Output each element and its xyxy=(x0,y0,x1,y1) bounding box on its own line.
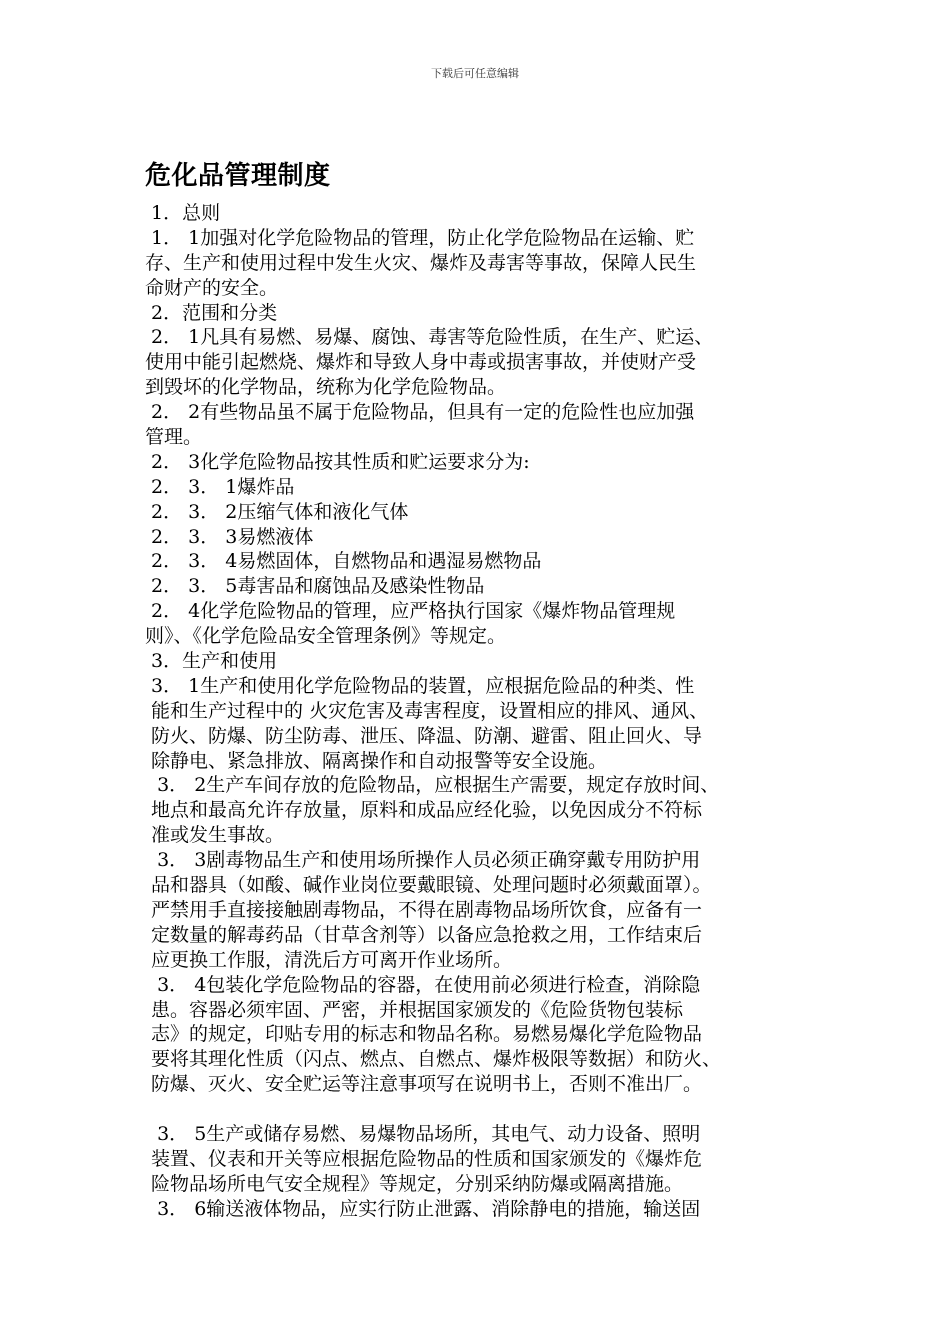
paragraph-line: 2． 3． 5毒害品和腐蚀品及感染性物品 xyxy=(145,575,485,598)
paragraph-line: 2． 1凡具有易燃、易爆、腐蚀、毒害等危险性质，在生产、贮运、 xyxy=(145,326,714,349)
paragraph-line: 志》的规定，印贴专用的标志和物品名称。易燃易爆化学危险物品 xyxy=(145,1023,703,1046)
paragraph-line: 装置、仪表和开关等应根据危险物品的性质和国家颁发的《爆炸危 xyxy=(145,1147,703,1170)
paragraph-line: 准或发生事故。 xyxy=(145,824,285,847)
paragraph-line: 则》、《化学危险品安全管理条例》等规定。 xyxy=(145,625,507,648)
blank-line xyxy=(145,1097,825,1122)
paragraph-line: 品和器具（如酸、碱作业岗位要戴眼镜、处理问题时必须戴面罩）。 xyxy=(145,874,712,897)
paragraph-line: 险物品场所电气安全规程》等规定，分别采纳防爆或隔离措施。 xyxy=(145,1172,684,1195)
paragraph-line: 应更换工作服，清洗后方可离开作业场所。 xyxy=(145,948,513,971)
paragraph-line: 3．生产和使用 xyxy=(145,650,278,673)
paragraph-line: 2．范围和分类 xyxy=(145,301,278,324)
paragraph-line: 防爆、灭火、安全贮运等注意事项写在说明书上，否则不准出厂。 xyxy=(145,1073,703,1096)
paragraph-line: 3． 3剧毒物品生产和使用场所操作人员必须正确穿戴专用防护用 xyxy=(145,849,701,872)
paragraph-line: 1． 1加强对化学危险物品的管理，防止化学危险物品在运输、贮 xyxy=(145,226,695,249)
paragraph-line: 2． 4化学危险物品的管理，应严格执行国家《爆炸物品管理规 xyxy=(145,600,676,623)
paragraph-line: 2． 3化学危险物品按其性质和贮运要求分为: xyxy=(145,450,530,473)
paragraph-line: 3． 2生产车间存放的危险物品，应根据生产需要，规定存放时间、 xyxy=(145,774,720,797)
header-note: 下载后可任意编辑 xyxy=(431,67,519,80)
paragraph-line: 到毁坏的化学物品，统称为化学危险物品。 xyxy=(145,376,507,399)
page-title: 危化品管理制度 xyxy=(145,161,331,191)
paragraph-line: 存、生产和使用过程中发生火灾、爆炸及毒害等事故，保障人民生 xyxy=(145,251,697,274)
document-body xyxy=(145,201,825,1222)
paragraph-line: 严禁用手直接接触剧毒物品，不得在剧毒物品场所饮食，应备有一 xyxy=(145,898,703,921)
paragraph-line: 除静电、紧急排放、隔离操作和自动报警等安全设施。 xyxy=(145,749,608,772)
paragraph-line: 命财产的安全。 xyxy=(145,276,279,299)
paragraph-line: 地点和最高允许存放量，原料和成品应经化验，以免因成分不符标 xyxy=(145,799,703,822)
paragraph-line: 1．总则 xyxy=(145,202,221,224)
paragraph-line: 使用中能引起燃烧、爆炸和导致人身中毒或损害事故，并使财产受 xyxy=(145,351,697,374)
paragraph-line: 管理。 xyxy=(145,426,203,449)
paragraph-line: 2． 3． 3易燃液体 xyxy=(145,525,314,548)
paragraph-line: 3． 5生产或储存易燃、易爆物品场所，其电气、动力设备、照明 xyxy=(145,1122,701,1145)
paragraph-line: 3． 1生产和使用化学危险物品的装置，应根据危险品的种类、性 xyxy=(145,674,695,697)
paragraph-line: 3． 4包装化学危险物品的容器，在使用前必须进行检查，消除隐 xyxy=(145,973,701,996)
paragraph-line: 防火、防爆、防尘防毒、泄压、降温、防潮、避雷、阻止回火、导 xyxy=(145,724,703,747)
paragraph-line: 要将其理化性质（闪点、燃点、自燃点、爆炸极限等数据）和防火、 xyxy=(145,1048,722,1071)
paragraph-line: 能和生产过程中的 火灾危害及毒害程度，设置相应的排风、通风、 xyxy=(145,699,709,722)
paragraph-line: 患。容器必须牢固、严密，并根据国家颁发的《危险货物包装标 xyxy=(145,998,684,1021)
paragraph-line: 定数量的解毒药品（甘草含剂等）以备应急抢救之用，工作结束后 xyxy=(145,923,703,946)
paragraph-line: 2． 3． 1爆炸品 xyxy=(145,475,295,498)
paragraph-line: 2． 2有些物品虽不属于危险物品，但具有一定的危险性也应加强 xyxy=(145,401,695,424)
paragraph-line: 3． 6输送液体物品，应实行防止泄露、消除静电的措施，输送固 xyxy=(145,1197,701,1220)
paragraph-line: 2． 3． 2压缩气体和液化气体 xyxy=(145,500,409,523)
paragraph-line: 2． 3． 4易燃固体，自燃物品和遇湿易燃物品 xyxy=(145,550,542,573)
